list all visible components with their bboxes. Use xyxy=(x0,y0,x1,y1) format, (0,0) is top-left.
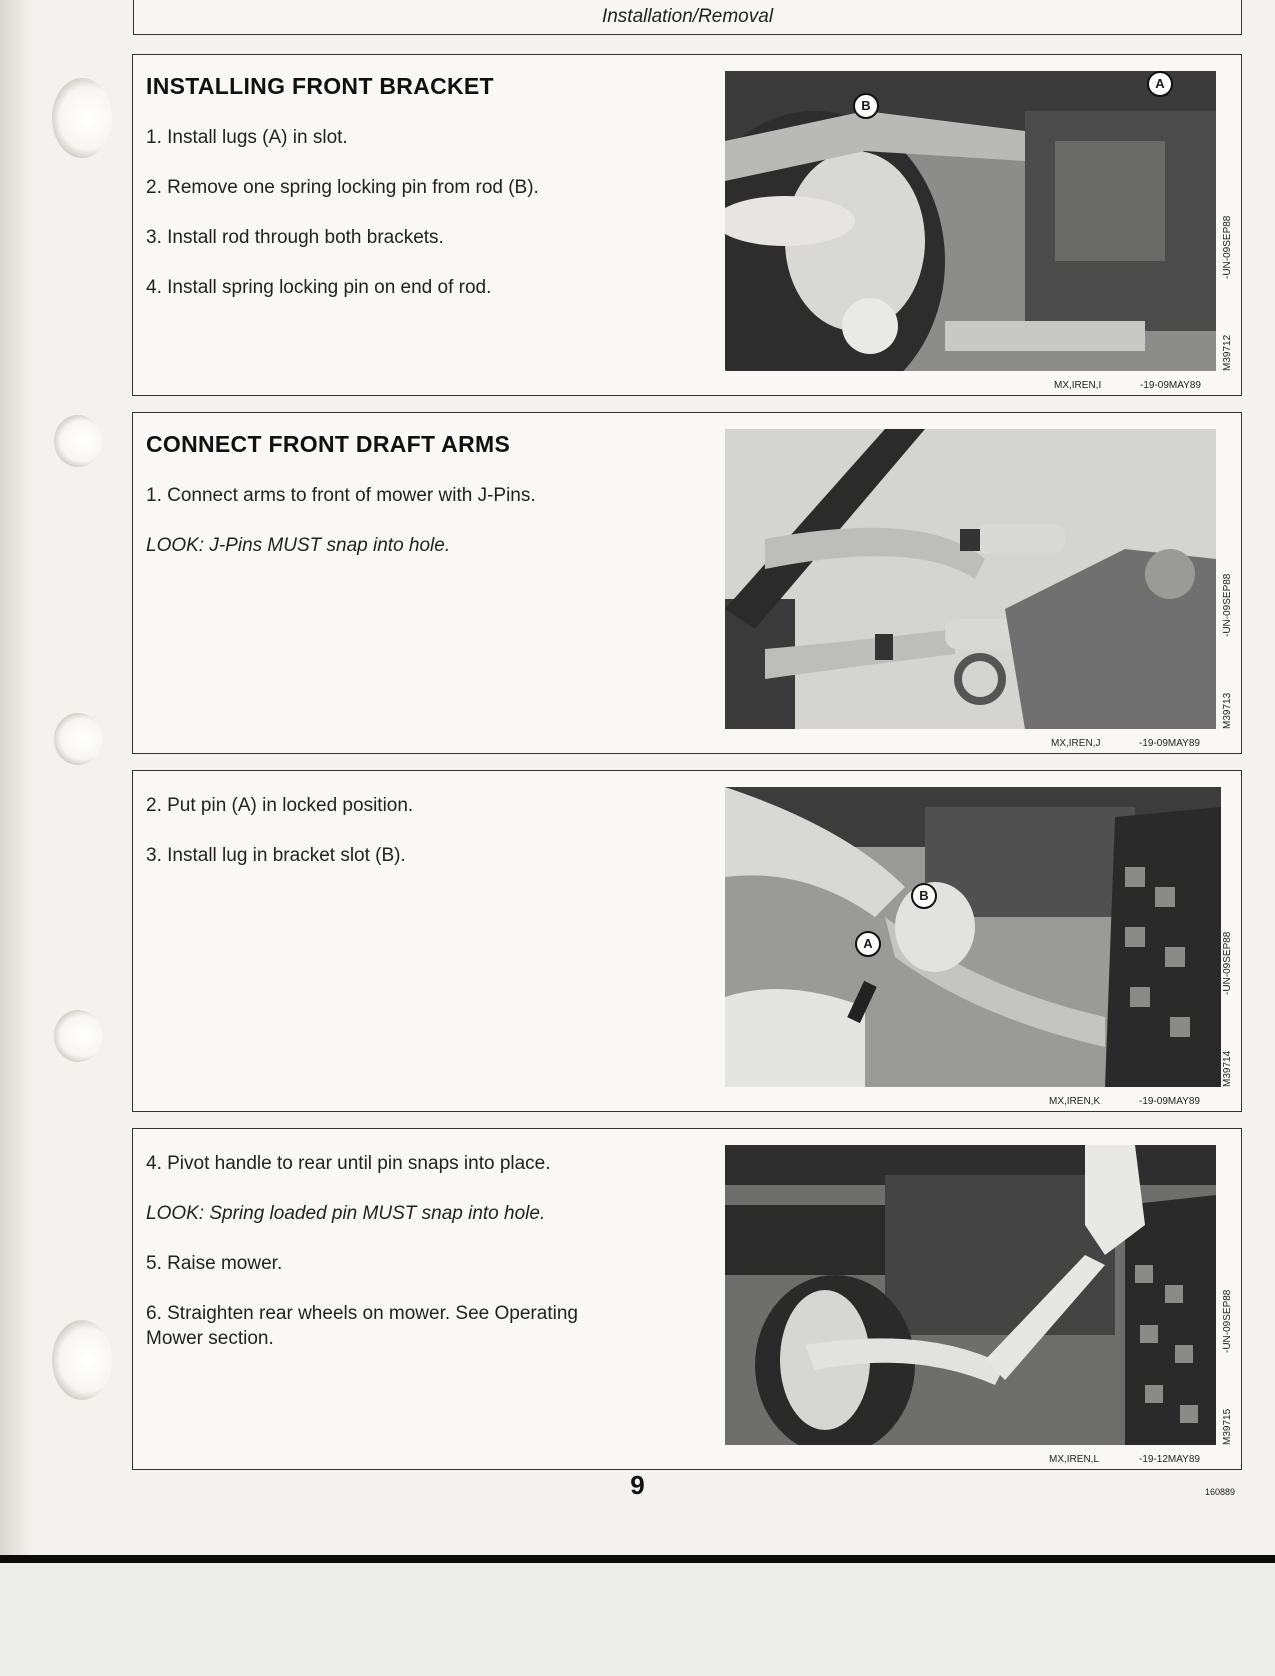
photo-ref: -19-09MAY89 xyxy=(1140,380,1201,391)
section-pin-and-lug xyxy=(132,770,1242,1112)
photo-ref: MX,IREN,K xyxy=(1049,1096,1101,1107)
photo-pivot-handle xyxy=(725,1145,1216,1445)
print-code: 160889 xyxy=(1205,1487,1236,1497)
photo-code: M39714 xyxy=(1222,1050,1233,1087)
step-line: 3. Install lug in bracket slot (B). xyxy=(146,845,406,866)
photo-front-bracket xyxy=(725,71,1216,371)
photo-ref: MX,IREN,J xyxy=(1051,738,1101,749)
photo-draft-arms xyxy=(725,429,1216,729)
photo-code: -UN-09SEP88 xyxy=(1222,931,1233,995)
callout-a: A xyxy=(1147,71,1173,97)
step-line: Mower section. xyxy=(146,1328,274,1349)
binder-hole xyxy=(52,1320,112,1400)
step-line: 4. Install spring locking pin on end of rod. xyxy=(146,277,492,298)
callout-b: B xyxy=(853,93,879,119)
step-line: 6. Straighten rear wheels on mower. See Operating xyxy=(146,1303,578,1324)
photo-ref: -19-09MAY89 xyxy=(1139,738,1200,749)
photo-code: M39715 xyxy=(1222,1408,1233,1445)
header-title: Installation/Removal xyxy=(601,6,774,27)
photo-code: -UN-09SEP88 xyxy=(1222,215,1233,279)
photo-code: M39712 xyxy=(1222,334,1233,371)
page-header xyxy=(133,0,1242,35)
binder-hole xyxy=(54,415,102,467)
binder-hole xyxy=(52,78,112,158)
photo-ref: -19-09MAY89 xyxy=(1139,1096,1200,1107)
step-line: 1. Connect arms to front of mower with J-Pins. xyxy=(146,485,536,506)
photo-code: -UN-09SEP88 xyxy=(1222,1289,1233,1353)
callout-b: B xyxy=(911,883,937,909)
step-line: 4. Pivot handle to rear until pin snaps into place. xyxy=(146,1153,551,1174)
binder-strip xyxy=(0,0,34,1555)
section-installing-front-bracket xyxy=(132,54,1242,396)
callout-a: A xyxy=(855,931,881,957)
section-title: CONNECT FRONT DRAFT ARMS xyxy=(146,431,511,457)
step-line: 3. Install rod through both brackets. xyxy=(146,227,444,248)
step-line: 2. Remove one spring locking pin from rod (B). xyxy=(146,177,539,198)
step-line: 2. Put pin (A) in locked position. xyxy=(146,795,414,816)
look-note: LOOK: Spring loaded pin MUST snap into hole. xyxy=(146,1203,546,1224)
section-connect-front-draft-arms xyxy=(132,412,1242,754)
step-line: 1. Install lugs (A) in slot. xyxy=(146,127,348,148)
binder-hole xyxy=(54,713,102,765)
photo-code: -UN-09SEP88 xyxy=(1222,573,1233,637)
section-pivot-handle xyxy=(132,1128,1242,1470)
photo-ref: MX,IREN,I xyxy=(1054,380,1102,391)
page-number: 9 xyxy=(630,1470,645,1500)
photo-ref: MX,IREN,L xyxy=(1049,1454,1100,1465)
binder-hole xyxy=(54,1010,102,1062)
scan-bottom-band xyxy=(0,1555,1275,1676)
step-line: 5. Raise mower. xyxy=(146,1253,283,1274)
look-note: LOOK: J-Pins MUST snap into hole. xyxy=(146,535,451,556)
photo-code: M39713 xyxy=(1222,692,1233,729)
photo-ref: -19-12MAY89 xyxy=(1139,1454,1200,1465)
section-title: INSTALLING FRONT BRACKET xyxy=(146,73,494,99)
photo-pin-lug xyxy=(725,787,1221,1087)
